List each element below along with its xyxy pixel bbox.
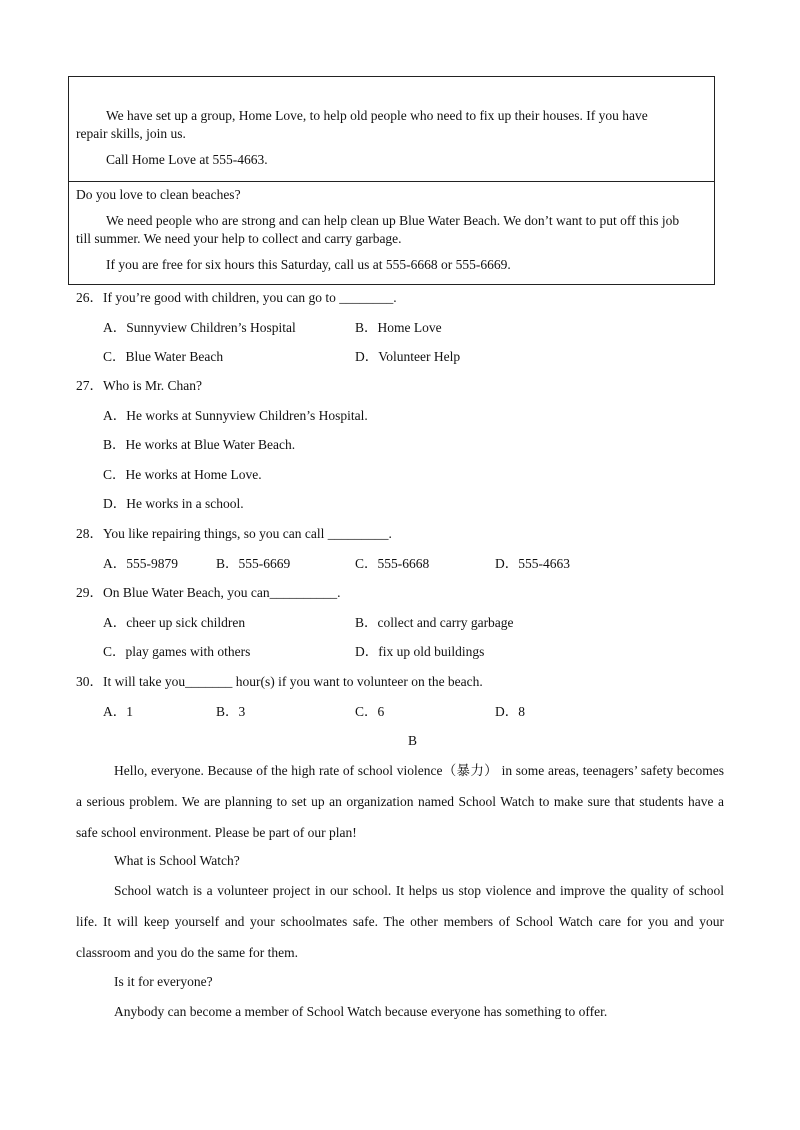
q26-option-b: B．Home Love [355,320,442,335]
q29-option-c: C．play games with others [103,644,251,659]
q27-option-c: C．He works at Home Love. [103,467,262,482]
section-b-label: B [408,733,418,748]
q26-option-d: D．Volunteer Help [355,349,461,364]
question-26: 26．If you’re good with children, you can go to ________. [76,290,397,305]
box-divider [69,181,714,182]
q27-option-b: B．He works at Blue Water Beach. [103,437,296,452]
beach-heading: Do you love to clean beaches? [76,187,241,202]
question-28: 28．You like repairing things, so you can call _________. [76,526,392,541]
beach-phone: If you are free for six hours this Saturday, call us at 555-6668 or 555-6669. [106,257,511,272]
section-b-heading-who: Is it for everyone? [114,974,213,989]
section-b-paragraph-1: School watch is a volunteer project in our school. It helps us stop violence and improve the quality of school life. It will keep yourself and your schoolmates safe. The other members of School Watch care for you and your classroom and you do the same for them. [76,883,724,960]
q30-option-a: A．1 [103,704,133,719]
q26-option-a: A．Sunnyview Children’s Hospital [103,320,296,335]
q28-option-c: C．555-6668 [355,556,430,571]
q30-option-b: B．3 [216,704,246,719]
q28-option-d: D．555-4663 [495,556,570,571]
q29-option-d: D．fix up old buildings [355,644,485,659]
q27-option-d: D．He works in a school. [103,496,244,511]
beach-text-line1: We need people who are strong and can help clean up Blue Water Beach. We don’t want to put off this job [106,213,680,228]
q27-option-a: A．He works at Sunnyview Children’s Hospital. [103,408,368,423]
question-29: 29．On Blue Water Beach, you can__________. [76,585,341,600]
section-b-paragraph-2: Anybody can become a member of School Watch because everyone has something to offer. [114,1004,608,1019]
beach-text-line2: till summer. We need your help to collect and carry garbage. [76,231,402,246]
question-27: 27．Who is Mr. Chan? [76,378,202,393]
q29-option-b: B．collect and carry garbage [355,615,514,630]
home-love-text-line1: We have set up a group, Home Love, to help old people who need to fix up their houses. If you have [106,108,648,123]
q28-option-b: B．555-6669 [216,556,291,571]
q30-option-c: C．6 [355,704,385,719]
q29-option-a: A．cheer up sick children [103,615,246,630]
q30-option-d: D．8 [495,704,525,719]
question-30: 30．It will take you_______ hour(s) if you want to volunteer on the beach. [76,674,483,689]
q26-option-c: C．Blue Water Beach [103,349,224,364]
section-b-heading-what: What is School Watch? [114,853,240,868]
home-love-phone: Call Home Love at 555-4663. [106,152,268,167]
section-b-intro: Hello, everyone. Because of the high rate of school violence（暴力） in some areas, teenagers’ safety becomes a serious problem. We are planning to set up an organization named School Watch to make sure that students have a safe school environment. Please be part of our plan! [76,763,724,840]
q28-option-a: A．555-9879 [103,556,178,571]
home-love-text-line2: repair skills, join us. [76,126,186,141]
